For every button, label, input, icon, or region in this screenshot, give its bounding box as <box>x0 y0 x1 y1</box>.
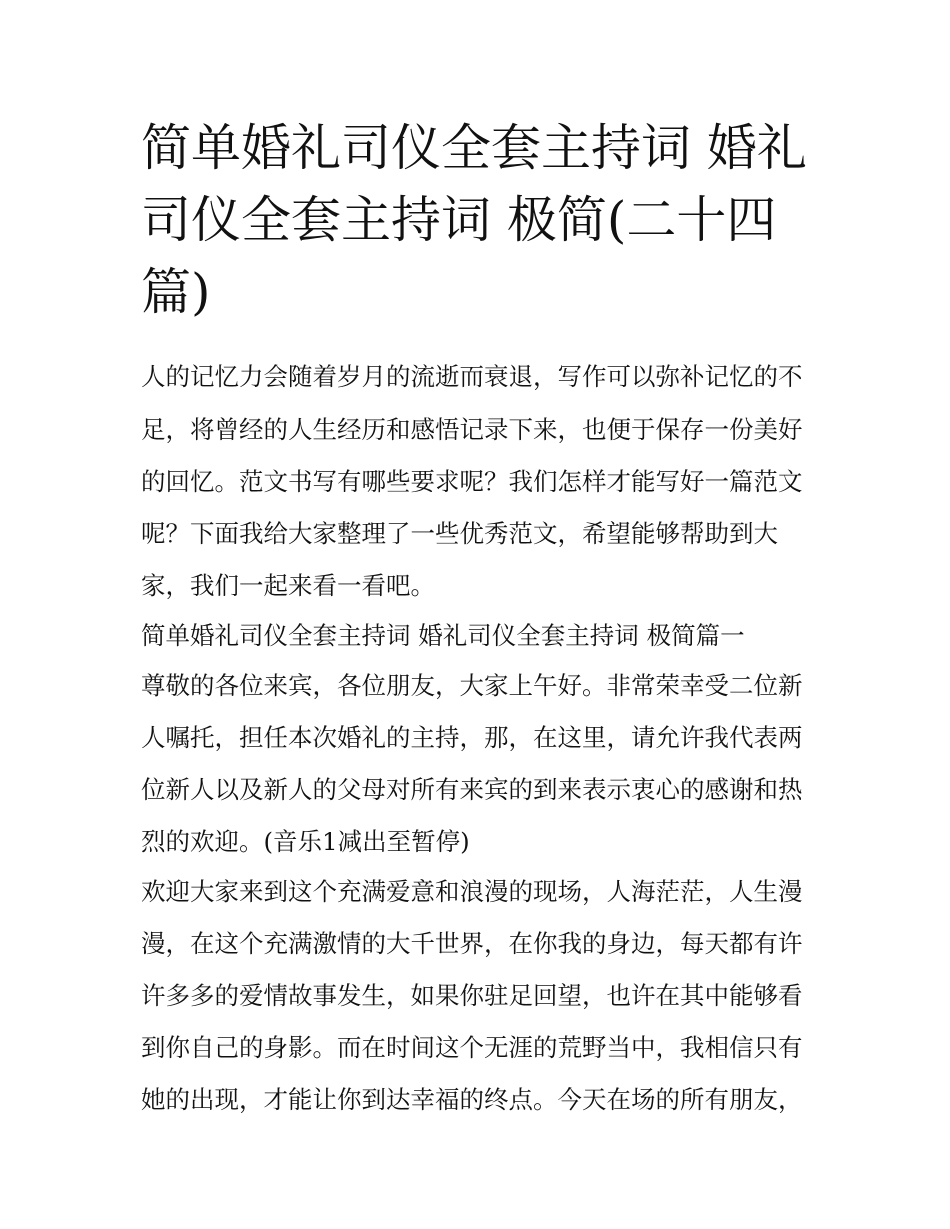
paragraph-line: 漫，在这个充满激情的大千世界，在你我的身边，每天都有许 <box>141 929 803 958</box>
intro-line: 家，我们一起来看一看吧。 <box>141 571 435 600</box>
intro-line: 足，将曾经的人生经历和感悟记录下来，也便于保存一份美好 <box>141 415 803 444</box>
intro-line: 的回忆。范文书写有哪些要求呢？我们怎样才能写好一篇范文 <box>141 467 803 496</box>
paragraph-line: 欢迎大家来到这个充满爱意和浪漫的现场，人海茫茫，人生漫 <box>141 877 803 906</box>
paragraph-line: 人嘱托，担任本次婚礼的主持，那，在这里，请允许我代表两 <box>141 723 803 752</box>
paragraph-line: 烈的欢迎。(音乐1减出至暂停) <box>141 827 470 856</box>
paragraph-line: 许多多的爱情故事发生，如果你驻足回望，也许在其中能够看 <box>141 981 803 1010</box>
paragraph-line: 她的出现，才能让你到达幸福的终点。今天在场的所有朋友， <box>141 1085 803 1114</box>
paragraph-line: 位新人以及新人的父母对所有来宾的到来表示衷心的感谢和热 <box>141 775 803 804</box>
intro-line: 人的记忆力会随着岁月的流逝而衰退，写作可以弥补记忆的不 <box>141 362 803 391</box>
section-heading: 简单婚礼司仪全套主持词 婚礼司仪全套主持词 极简篇一 <box>141 621 745 650</box>
paragraph-line: 到你自己的身影。而在时间这个无涯的荒野当中，我相信只有 <box>141 1033 803 1062</box>
paragraph-line: 尊敬的各位来宾，各位朋友，大家上午好。非常荣幸受二位新 <box>141 671 803 700</box>
document-title: 简单婚礼司仪全套主持词 婚礼司仪全套主持词 极简(二十四篇) <box>141 119 807 321</box>
intro-line: 呢？下面我给大家整理了一些优秀范文，希望能够帮助到大 <box>141 519 778 548</box>
